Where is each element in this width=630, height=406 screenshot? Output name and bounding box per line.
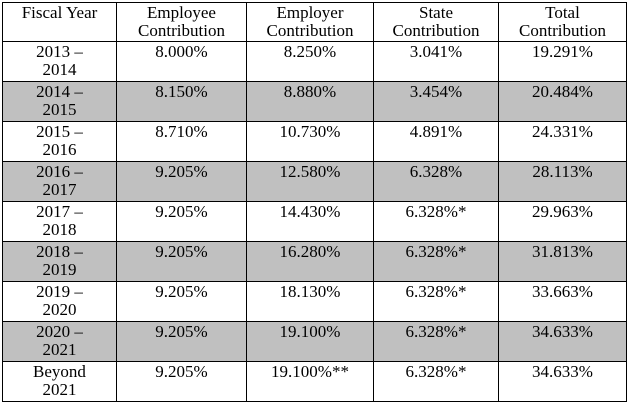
- header-employer-line-1: Employer: [276, 3, 344, 22]
- header-employer-line-2: Contribution: [266, 21, 354, 40]
- fiscal-year-line: 2014 –: [36, 82, 83, 101]
- table-row: [3, 162, 627, 202]
- fiscal-year-line: 2018: [42, 220, 77, 239]
- fiscal-year-line: 2015 –: [36, 122, 83, 141]
- fiscal-year-line: 2019 –: [36, 282, 83, 301]
- employer-contribution-value: 18.130%: [279, 282, 341, 301]
- header-employee-line-1: Employee: [147, 3, 216, 22]
- header-state-line-1: State: [419, 3, 453, 22]
- header-state-line-2: Contribution: [392, 21, 480, 40]
- employer-contribution-value: 14.430%: [279, 202, 341, 221]
- header-employee-contribution: [117, 3, 247, 42]
- state-contribution-value: 3.454%: [409, 82, 463, 101]
- total-contribution-cell: [499, 362, 627, 402]
- table-row: [3, 202, 627, 242]
- employee-contribution-cell: [117, 282, 247, 322]
- fiscal-year-line: 2017 –: [36, 202, 83, 221]
- fiscal-year-line: 2014: [42, 60, 77, 79]
- total-contribution-cell: [499, 282, 627, 322]
- employee-contribution-cell: [117, 362, 247, 402]
- fiscal-year-line: 2020: [42, 300, 77, 319]
- employee-contribution-value: 8.710%: [155, 122, 208, 141]
- state-contribution-cell: [374, 202, 499, 242]
- employee-contribution-cell: [117, 202, 247, 242]
- table-row: [3, 362, 627, 402]
- employer-contribution-value: 19.100%: [279, 322, 341, 341]
- header-total-line-2: Contribution: [519, 21, 606, 40]
- employee-contribution-value: 9.205%: [155, 162, 208, 181]
- employee-contribution-value: 9.205%: [155, 242, 208, 261]
- employer-contribution-value: 19.100%**: [271, 362, 349, 381]
- table-row: [3, 42, 627, 82]
- table-row: [3, 82, 627, 122]
- employer-contribution-cell: [247, 42, 374, 82]
- header-employer-contribution: [247, 3, 374, 42]
- fiscal-year-cell: [3, 242, 117, 282]
- header-total-line-1: Total: [545, 3, 580, 22]
- state-contribution-cell: [374, 242, 499, 282]
- fiscal-year-line: 2020 –: [36, 322, 83, 341]
- fiscal-year-cell: [3, 122, 117, 162]
- employer-contribution-value: 16.280%: [279, 242, 341, 261]
- state-contribution-cell: [374, 42, 499, 82]
- total-contribution-cell: [499, 122, 627, 162]
- employee-contribution-cell: [117, 122, 247, 162]
- total-contribution-value: 28.113%: [532, 162, 593, 181]
- state-contribution-cell: [374, 162, 499, 202]
- state-contribution-value: 6.328%*: [405, 322, 467, 341]
- fiscal-year-line: 2021: [42, 380, 77, 399]
- employer-contribution-value: 8.880%: [283, 82, 337, 101]
- employee-contribution-cell: [117, 322, 247, 362]
- total-contribution-cell: [499, 242, 627, 282]
- header-employee-line-2: Contribution: [138, 21, 225, 40]
- total-contribution-value: 33.663%: [532, 282, 593, 301]
- header-row: [3, 3, 627, 42]
- employee-contribution-cell: [117, 242, 247, 282]
- employee-contribution-value: 8.150%: [155, 82, 208, 101]
- employee-contribution-value: 9.205%: [155, 282, 208, 301]
- fiscal-year-cell: [3, 42, 117, 82]
- header-fiscal-year-label: Fiscal Year: [21, 3, 98, 22]
- employer-contribution-cell: [247, 322, 374, 362]
- state-contribution-cell: [374, 122, 499, 162]
- employer-contribution-cell: [247, 242, 374, 282]
- state-contribution-value: 6.328%*: [405, 242, 467, 261]
- total-contribution-value: 34.633%: [532, 322, 593, 341]
- contribution-rates-table: [2, 2, 627, 402]
- table-row: [3, 322, 627, 362]
- header-fiscal-year: [3, 3, 117, 42]
- total-contribution-cell: [499, 202, 627, 242]
- total-contribution-cell: [499, 322, 627, 362]
- employee-contribution-value: 8.000%: [155, 42, 208, 61]
- state-contribution-value: 6.328%*: [405, 202, 467, 221]
- state-contribution-value: 4.891%: [409, 122, 463, 141]
- fiscal-year-line: 2019: [42, 260, 77, 279]
- fiscal-year-cell: [3, 82, 117, 122]
- table-row: [3, 122, 627, 162]
- table-row: [3, 242, 627, 282]
- state-contribution-cell: [374, 282, 499, 322]
- fiscal-year-cell: [3, 362, 117, 402]
- employer-contribution-cell: [247, 202, 374, 242]
- state-contribution-value: 6.328%: [409, 162, 463, 181]
- fiscal-year-line: 2015: [42, 100, 77, 119]
- employee-contribution-cell: [117, 42, 247, 82]
- fiscal-year-line: 2016 –: [36, 162, 83, 181]
- total-contribution-value: 34.633%: [532, 362, 593, 381]
- employee-contribution-value: 9.205%: [155, 202, 208, 221]
- fiscal-year-cell: [3, 202, 117, 242]
- employer-contribution-cell: [247, 362, 374, 402]
- fiscal-year-line: 2018 –: [36, 242, 83, 261]
- total-contribution-value: 31.813%: [532, 242, 593, 261]
- total-contribution-value: 24.331%: [532, 122, 593, 141]
- header-state-contribution: [374, 3, 499, 42]
- fiscal-year-line: Beyond: [33, 362, 86, 381]
- fiscal-year-line: 2013 –: [36, 42, 83, 61]
- state-contribution-value: 3.041%: [409, 42, 463, 61]
- employer-contribution-cell: [247, 82, 374, 122]
- employer-contribution-value: 12.580%: [279, 162, 341, 181]
- employer-contribution-cell: [247, 282, 374, 322]
- state-contribution-value: 6.328%*: [405, 282, 467, 301]
- total-contribution-cell: [499, 42, 627, 82]
- employee-contribution-cell: [117, 82, 247, 122]
- total-contribution-value: 20.484%: [532, 82, 593, 101]
- employee-contribution-value: 9.205%: [155, 362, 208, 381]
- state-contribution-value: 6.328%*: [405, 362, 467, 381]
- header-total-contribution: [499, 3, 627, 42]
- state-contribution-cell: [374, 82, 499, 122]
- total-contribution-value: 19.291%: [532, 42, 593, 61]
- employer-contribution-value: 8.250%: [283, 42, 337, 61]
- total-contribution-cell: [499, 162, 627, 202]
- state-contribution-cell: [374, 362, 499, 402]
- fiscal-year-line: 2017: [42, 180, 77, 199]
- employer-contribution-value: 10.730%: [279, 122, 341, 141]
- table-body: [3, 42, 627, 402]
- fiscal-year-line: 2021: [42, 340, 77, 359]
- fiscal-year-cell: [3, 282, 117, 322]
- employee-contribution-value: 9.205%: [155, 322, 208, 341]
- employer-contribution-cell: [247, 122, 374, 162]
- fiscal-year-line: 2016: [42, 140, 77, 159]
- employee-contribution-cell: [117, 162, 247, 202]
- fiscal-year-cell: [3, 322, 117, 362]
- total-contribution-cell: [499, 82, 627, 122]
- employer-contribution-cell: [247, 162, 374, 202]
- table-header: [3, 3, 627, 42]
- total-contribution-value: 29.963%: [532, 202, 593, 221]
- state-contribution-cell: [374, 322, 499, 362]
- fiscal-year-cell: [3, 162, 117, 202]
- table-row: [3, 282, 627, 322]
